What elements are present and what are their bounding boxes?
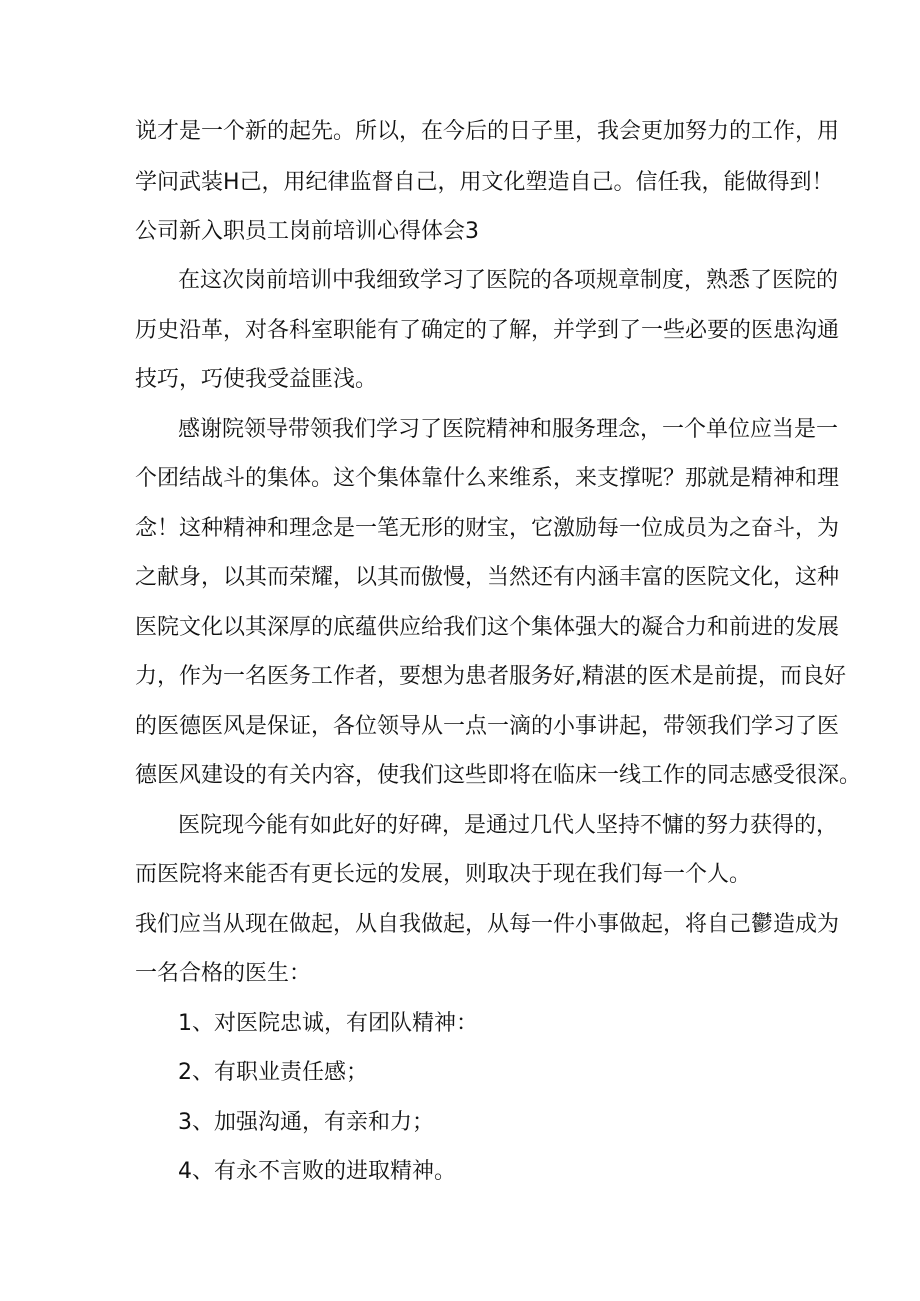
text-line: 之献身，以其而荣耀，以其而傲慢，当然还有内涵丰富的医院文化，这种: [135, 565, 840, 590]
text-line: 个团结战斗的集体。这个集体靠什么来维系，来支撑呢？那就是精神和理: [135, 466, 840, 491]
text-line: 医院文化以其深厚的底蕴供应给我们这个集体强大的凝合力和前进的发展: [135, 615, 840, 640]
text-line: 学问武装H己，用纪律监督自己，用文化塑造自己。信任我，能做得到！: [135, 170, 834, 195]
text-line: 技巧，巧使我受益匪浅。: [135, 367, 378, 392]
text-line: 说才是一个新的起先。所以，在今后的日子里，我会更加努力的工作，用: [135, 119, 840, 144]
text-line: 医院现今能有如此好的好碑，是通过几代人坚持不慵的努力获得的，: [178, 813, 839, 838]
text-line: 一名合格的医生：: [135, 961, 312, 986]
text-line: 念！这种精神和理念是一笔无形的财宝，它激励每一位成员为之奋斗，为: [135, 516, 840, 541]
text-line: 历史沿革，对各科室职能有了确定的了解，并学到了一些必要的医患沟通: [135, 318, 840, 343]
list-item: 2、有职业责任感；: [178, 1060, 368, 1085]
section-heading: 公司新入职员工岗前培训心得体会3: [135, 219, 479, 244]
list-item: 4、有永不言败的进取精神。: [178, 1159, 456, 1184]
text-line: 感谢院领导带领我们学习了医院精神和服务理念，一个单位应当是一: [178, 417, 839, 442]
text-line: 德医风建设的有关内容，使我们这些即将在临床一线工作的同志感受很深。: [135, 763, 862, 788]
text-line: 力，作为一名医务工作者，要想为患者服务好,精湛的医术是前提，而良好: [135, 664, 846, 689]
list-item: 3、加强沟通，有亲和力；: [178, 1110, 434, 1135]
text-line: 而医院将来能否有更长远的发展，则取决于现在我们每一个人。: [135, 862, 752, 887]
text-line: 的医德医风是保证，各位领导从一点一滴的小事讲起，带领我们学习了医: [135, 714, 840, 739]
text-line: 我们应当从现在做起，从自我做起，从每一件小事做起，将自己鬱造成为: [135, 912, 840, 937]
text-line: 在这次岗前培训中我细致学习了医院的各项规章制度，熟悉了医院的: [178, 268, 839, 293]
list-item: 1、对医院忠诚，有团队精神：: [178, 1011, 478, 1036]
